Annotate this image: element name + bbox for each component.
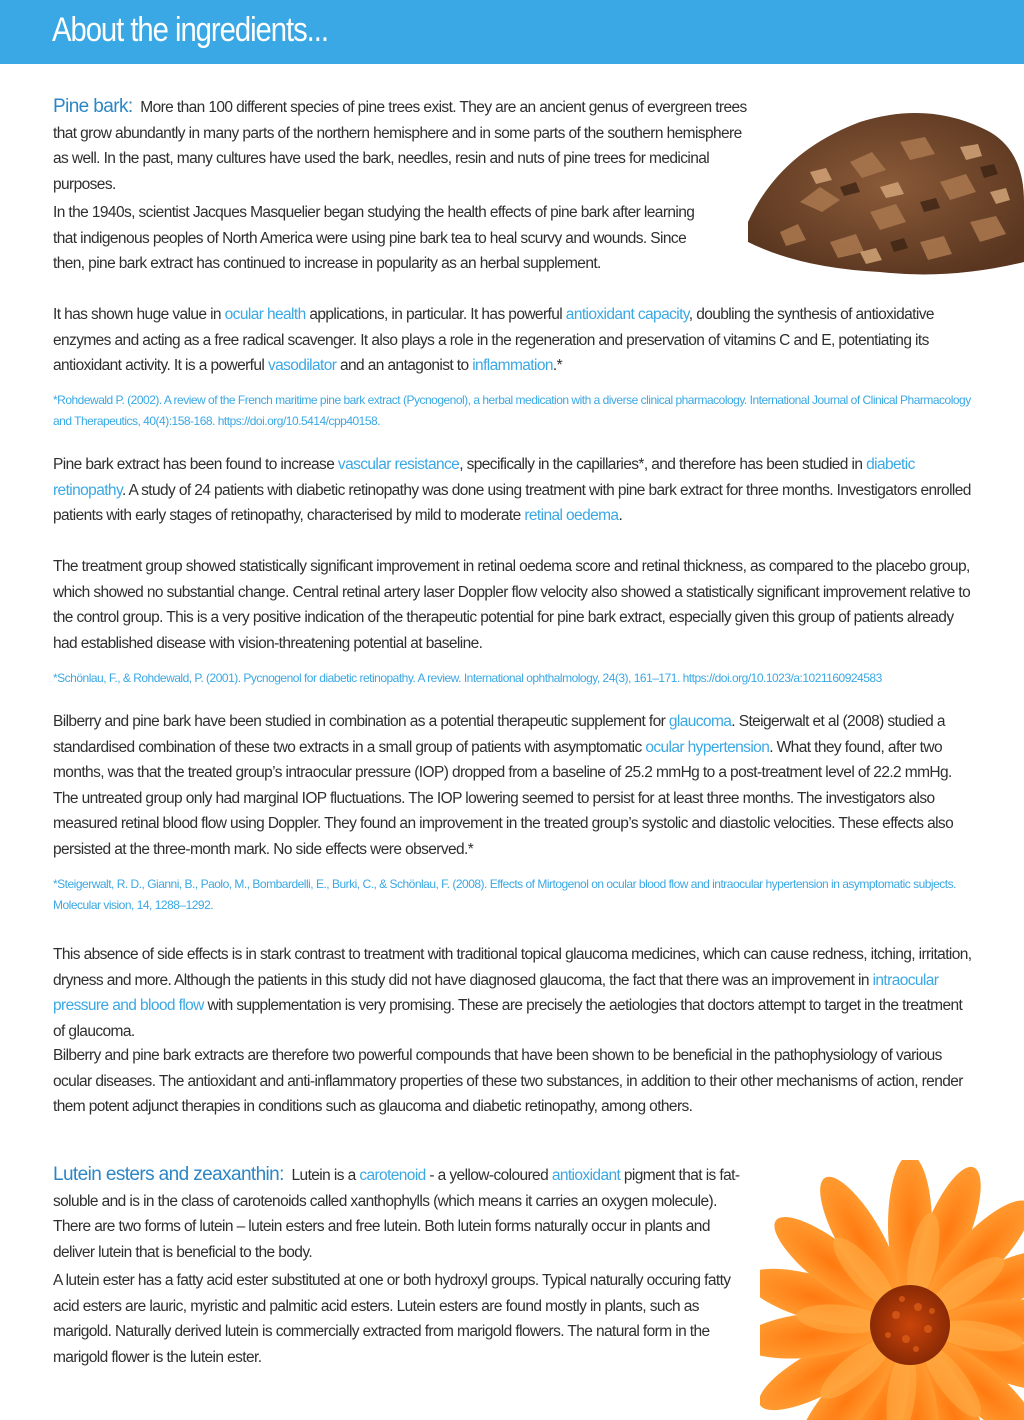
text-segment: More than 100 different species of pine trees exist. They are an ancient genus of evergreen trees that grow abundantly in many parts of the northern hemisphere and in some parts of the southern hemisphere as well. In the past, many cultures have used the bark, needles, resin and nuts of pine trees for medicinal purposes. — [53, 99, 747, 193]
text-segment: with supplementation is very promising. These are precisely the aetiologies that doctors attempt to target in the treatment of glaucoma. — [53, 997, 963, 1040]
text-segment: The treatment group showed statistically significant improvement in retinal oedema score and retinal thickness, as compared to the placebo group, which showed no substantial change. Central retinal artery laser Doppler flow velocity also showed a statistically significant improvement relative to the control group. This is a very positive indication of the therapeutic potential for pine bark extract, especially given this group of patients already had established disease with vision-threatening potential at baseline. — [53, 558, 971, 652]
text-segment: Bilberry and pine bark have been studied in combination as a potential therapeutic supplement for — [53, 713, 669, 730]
pine-bark-paragraph-3 — [53, 302, 973, 379]
inline-link[interactable]: glaucoma — [668, 713, 732, 730]
text-segment: Bilberry and pine bark extracts are therefore two powerful compounds that have been shown to be beneficial in the pathophysiology of various ocular diseases. The antioxidant and anti-inflammatory properties of these two substances, in addition to their other mechanisms of action, render them potent adjunct therapies in conditions such as glaucoma and diabetic retinopathy, among others. — [53, 1047, 963, 1116]
reference-1: *Rohdewald P. (2002). A review of the French maritime pine bark extract (Pycnogenol), a herbal medication with a diverse clinical pharmacology. International Journal of Clinical Pharmacology and Therapeutics, 40(4):158-168. https://doi.org/10.5414/cpp40158. — [53, 393, 971, 428]
lutein-paragraph-1 — [53, 1162, 753, 1265]
text-segment: Pine bark extract has been found to increase — [53, 456, 338, 473]
inline-link[interactable]: intraocular pressure and blood flow — [53, 971, 939, 1015]
text-segment: pigment that is fat-soluble and is in the class of carotenoids called xanthophylls (which means it carries an oxygen molecule). There are two forms of lutein – lutein esters and free lutein. Both lutein forms naturally occur in plants and deliver lutein that is beneficial to the body. — [53, 1167, 740, 1261]
lutein-paragraph-2 — [53, 1268, 753, 1370]
pine-bark-paragraph-4 — [53, 452, 973, 529]
page-title: About the ingredients... — [52, 11, 328, 49]
inline-link[interactable]: ocular hypertension — [645, 738, 770, 756]
pine-bark-paragraph-7 — [53, 942, 973, 1044]
pine-bark-paragraph-8 — [53, 1043, 973, 1120]
inline-link[interactable]: carotenoid — [359, 1167, 426, 1184]
marigold-flower-image — [760, 1160, 1024, 1420]
text-segment: applications, in particular. It has powerful — [305, 306, 566, 323]
reference-2: *Schönlau, F., & Rohdewald, P. (2001). Pycnogenol for diabetic retinopathy. A review. International ophthalmology, 24(3), 161–171. https://doi.org/10.1023/a:1021160924583 — [53, 671, 882, 685]
text-segment: Lutein is a — [287, 1167, 360, 1184]
text-segment: . A study of 24 patients with diabetic retinopathy was done using treatment with pine bark extract for three months. Investigators enrolled patients with early stages of retinopathy, characterised by mild to moderate — [53, 481, 971, 525]
pine-bark-paragraph-6 — [53, 709, 973, 863]
text-segment: , doubling the synthesis of antioxidative enzymes and acting as a free radical scavenger. It also plays a role in the regeneration and preservation of vitamins C and E, potentiating its antioxidant activity. It is a powerful — [53, 306, 934, 375]
lutein-heading: Lutein esters and zeaxanthin: — [53, 1164, 284, 1185]
pine-bark-paragraph-2 — [53, 200, 713, 277]
reference-3: *Steigerwalt, R. D., Gianni, B., Paolo, M., Bombardelli, E., Burki, C., & Schönlau, F. (2008). Effects of Mirtogenol on ocular blood flow and intraocular hypertension in asymptomatic subjects. Molecular vision, 14, 1288–1292. — [53, 877, 956, 912]
pine-bark-paragraph-1 — [53, 94, 753, 197]
inline-link[interactable]: retinal oedema — [524, 507, 619, 525]
inline-link[interactable]: vasodilator — [267, 357, 337, 375]
inline-link[interactable]: ocular health — [224, 306, 306, 323]
text-segment: . What they found, after two months, was that the treated group’s intraocular pressure (IOP) dropped from a baseline of 25.2 mmHg to a post-treatment level of 22.2 mmHg. The untreated group only had marginal IOP fluctuations. The IOP lowering seemed to persist for at least three months. The investigators also measured retinal blood flow using Doppler. They found an improvement in the treated group’s systolic and diastolic velocities. These effects also persisted at the three-month mark. No side effects were observed.* — [53, 738, 954, 858]
pine-bark-image — [740, 92, 1024, 282]
text-segment: It has shown huge value in — [53, 306, 225, 323]
inline-link[interactable]: diabetic retinopathy — [53, 456, 915, 499]
text-segment: This absence of side effects is in stark contrast to treatment with traditional topical glaucoma medicines, which can cause redness, itching, irritation, dryness and more. Although the patients in this study did not have diagnosed glaucoma, the fact that there was an improvement in — [53, 946, 972, 989]
inline-link[interactable]: inflammation — [472, 357, 553, 375]
pine-bark-paragraph-5 — [53, 554, 973, 656]
pine-bark-heading: Pine bark: — [53, 96, 133, 117]
text-segment: , specifically in the capillaries*, and therefore has been studied in — [459, 456, 867, 473]
text-segment: In the 1940s, scientist Jacques Masquelier began studying the health effects of pine bark after learning that indigenous peoples of North America were using pine bark tea to heal scurvy and wounds. Since then, pine bark extract has continued to increase in popularity as an herbal supplement. — [53, 204, 695, 273]
inline-link[interactable]: antioxidant — [551, 1167, 621, 1184]
text-segment: and an antagonist to — [336, 357, 473, 375]
inline-link[interactable]: vascular resistance — [337, 456, 460, 473]
inline-link[interactable]: antioxidant capacity — [565, 306, 689, 323]
text-segment: .* — [552, 357, 563, 375]
text-segment: . — [618, 507, 623, 525]
text-segment: - a yellow-coloured — [425, 1167, 552, 1184]
text-segment: . Steigerwalt et al (2008) studied a standardised combination of these two extracts in a small group of patients with asymptomatic — [53, 713, 945, 756]
text-segment: A lutein ester has a fatty acid ester substituted at one or both hydroxyl groups. Typical naturally occuring fatty acid esters are lauric, myristic and palmitic acid esters. Lutein esters are found mostly in plants, such as marigold. Naturally derived lutein is commercially extracted from marigold flowers. The natural form in the marigold flower is the lutein ester. — [53, 1272, 731, 1366]
